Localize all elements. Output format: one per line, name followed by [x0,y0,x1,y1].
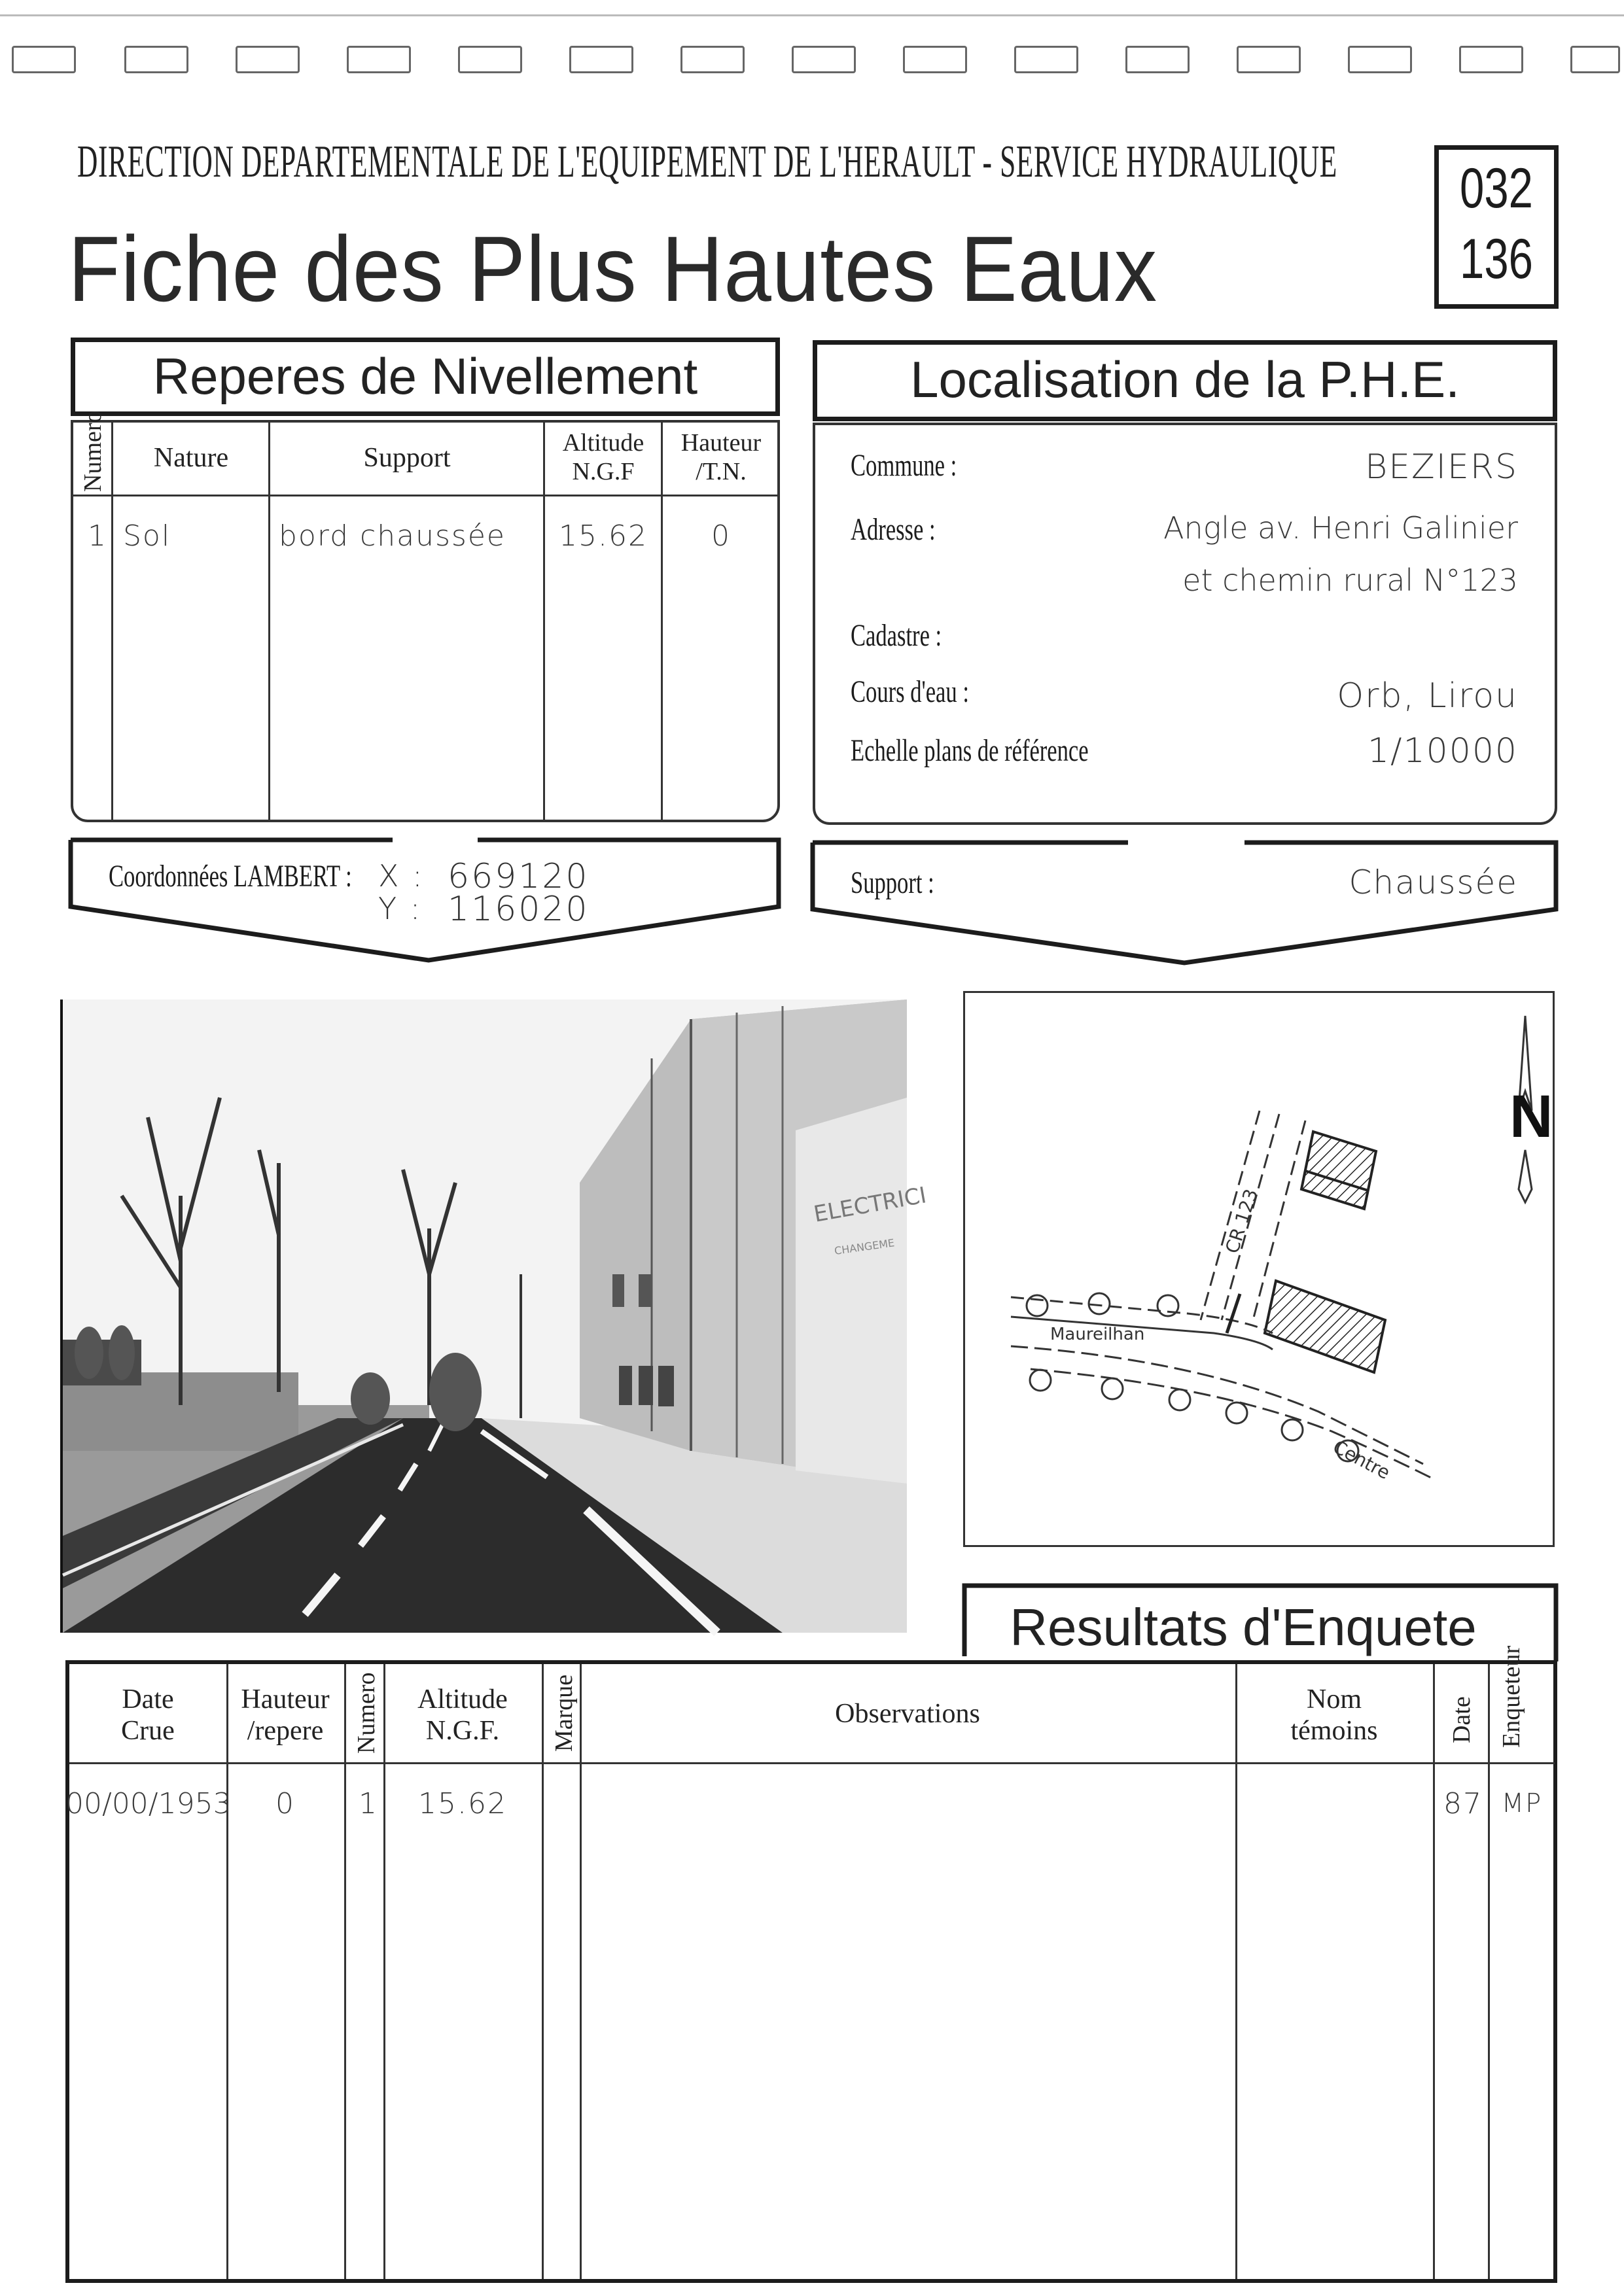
support-label: Support : [851,865,934,900]
res-row-altitude: 15.62 [418,1787,507,1820]
cours-eau-value: Orb, Lirou [1337,676,1518,716]
top-edge-line [0,14,1624,16]
reperes-title-box [71,338,780,416]
reperes-row-support: bord chaussée [279,519,506,553]
commune-label: Commune : [851,448,957,483]
road-centre-label: Centre [1329,1436,1394,1484]
res-row-date: 87 [1443,1787,1483,1820]
adresse-line2: et chemin rural N°123 [1182,563,1518,598]
lambert-y-value: 116020 [448,890,590,929]
lambert-y-label: Y : [378,891,423,926]
localisation-title-box [813,340,1557,421]
res-row-hauteur: 0 [275,1787,295,1820]
photo-sign-text: ELECTRICI [811,1182,928,1228]
resultats-title: Resultats d'Enquete [1010,1598,1477,1656]
support-arrow-shape [807,837,1561,968]
reperes-row-nature: Sol [123,519,171,553]
col-support: Support [363,443,451,473]
col-enqueteur: Enqueteur [1498,1645,1525,1748]
col-marque: Marque [550,1674,578,1752]
road-cr-label: CR 123 [1221,1186,1262,1257]
adresse-line1: Angle av. Henri Galinier [1163,510,1518,546]
fiche-code-box [1434,145,1559,309]
col-hauteur: Hauteur /T.N. [680,429,762,485]
reperes-row-altitude: 15.62 [559,519,648,553]
binder-holes [0,46,1624,75]
fiche-code-top: 032 [1460,157,1533,220]
site-photo [60,1000,928,1633]
lambert-x-value: 669120 [448,857,590,896]
echelle-value: 1/10000 [1367,731,1518,771]
plan-drawing [965,993,1553,1545]
reperes-row-numero: 1 [88,519,107,553]
col-numero: Numero [79,410,107,492]
res-row-date-crue: 00/00/1953 [65,1787,232,1820]
col-date-crue: Date Crue [121,1684,175,1747]
col-nature: Nature [153,443,229,473]
col-temoins: Nom témoins [1290,1684,1378,1747]
reperes-table [71,410,780,822]
fiche-code-bottom: 136 [1460,228,1533,290]
col-numero-res: Numero [353,1672,380,1754]
road-maureilhan-label: Maureilhan [1050,1325,1145,1344]
adresse-label: Adresse : [851,512,936,547]
col-observations: Observations [835,1699,980,1729]
localisation-title: Localisation de la P.H.E. [910,351,1460,408]
north-label: N [1509,1083,1553,1150]
agency-header: DIRECTION DEPARTEMENTALE DE L'EQUIPEMENT DE L'HERAULT - SERVICE HYDRAULIQUE [77,137,1337,187]
lambert-x-label: X : [378,858,425,894]
reperes-row-hauteur: 0 [711,519,731,553]
col-altitude-res: Altitude N.G.F. [417,1684,508,1747]
col-date: Date [1448,1696,1475,1743]
reperes-title: Reperes de Nivellement [152,347,698,405]
res-row-enqueteur: MP [1501,1788,1543,1818]
cadastre-label: Cadastre : [851,618,942,653]
col-altitude: Altitude N.G.F [562,429,644,485]
res-row-numero: 1 [359,1787,378,1820]
cours-eau-label: Cours d'eau : [851,674,969,709]
support-value: Chaussée [1349,863,1518,901]
col-hauteur-repere: Hauteur /repere [241,1684,330,1747]
resultats-table [65,1645,1557,2283]
commune-value: BEZIERS [1365,447,1518,487]
location-plan [963,991,1555,1547]
echelle-label: Echelle plans de référence [851,733,1089,768]
lambert-arrow-shape [65,835,785,965]
page-title: Fiche des Plus Hautes Eaux [68,217,1158,321]
lambert-label: Coordonnées LAMBERT : [109,859,352,894]
photo-sign-subtext: CHANGEME [833,1236,896,1257]
